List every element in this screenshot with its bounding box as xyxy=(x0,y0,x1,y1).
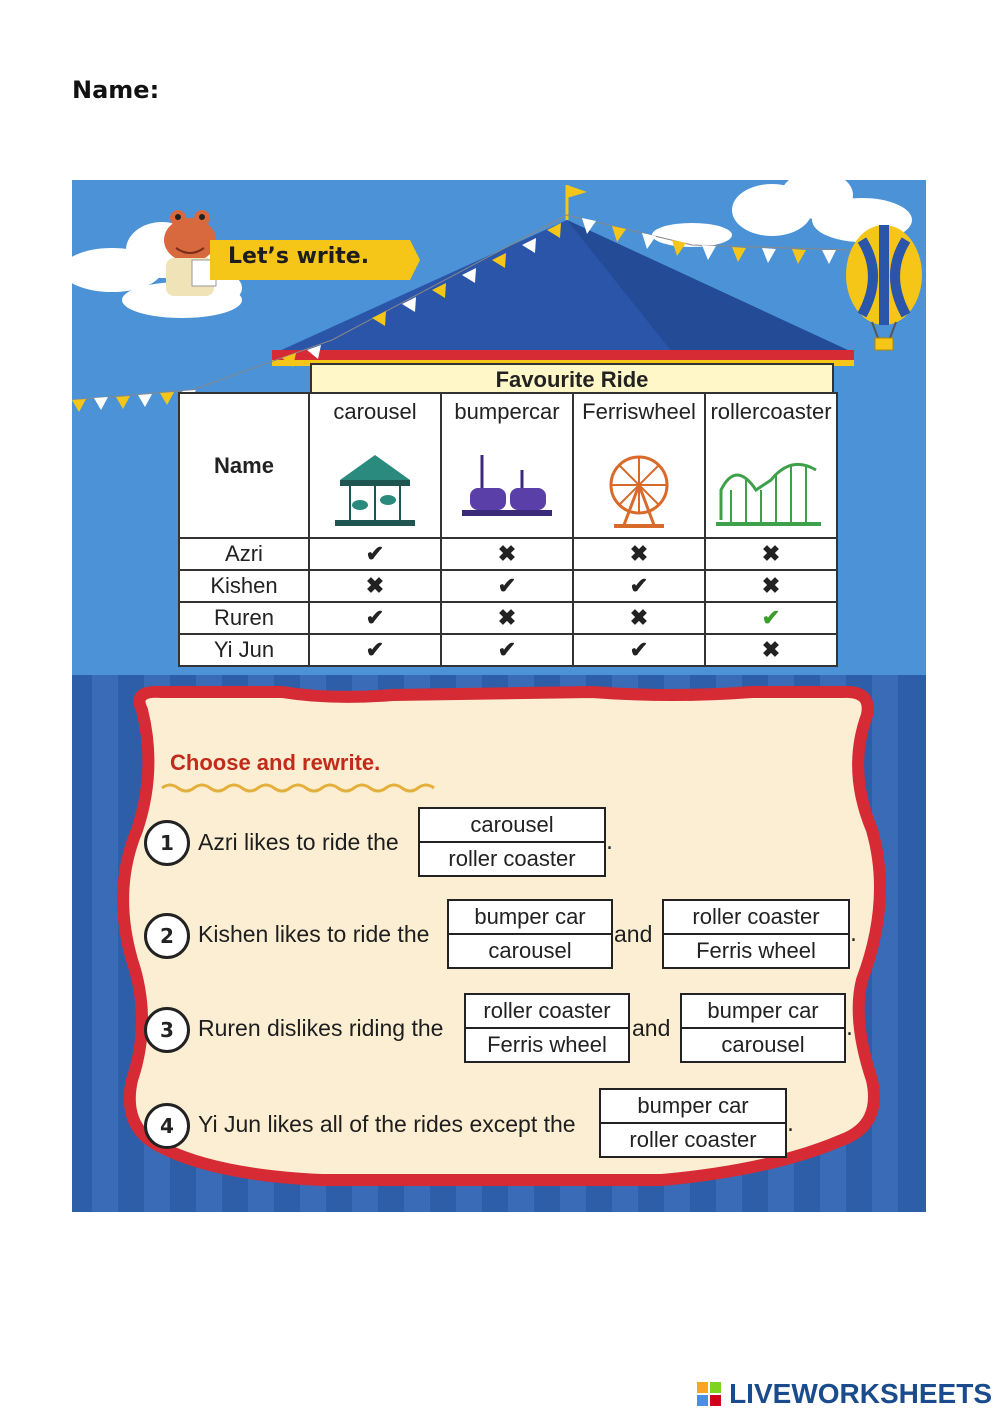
favourite-ride-title: Favourite Ride xyxy=(310,363,834,397)
sentence-end: . xyxy=(846,1016,853,1041)
cross-icon: ✖ xyxy=(705,538,837,570)
question-number-4: 4 xyxy=(144,1103,190,1149)
tick-icon: ✔ xyxy=(309,602,441,634)
table-row xyxy=(179,570,837,602)
tick-icon: ✔ xyxy=(573,634,705,666)
ride-header-ferris-wheel: Ferris wheel xyxy=(573,393,705,538)
cross-icon: ✖ xyxy=(705,634,837,666)
table-row xyxy=(179,538,837,570)
sentence-end: . xyxy=(606,830,613,855)
choice-option[interactable]: carousel xyxy=(682,1027,844,1061)
choice-box-3a[interactable] xyxy=(464,993,630,1063)
choice-option[interactable]: roller coaster xyxy=(601,1122,785,1156)
question-number-2: 2 xyxy=(144,913,190,959)
choice-option[interactable]: roller coaster xyxy=(692,904,820,929)
lets-write-label: Let’s write. xyxy=(228,244,370,269)
choice-box-2b[interactable] xyxy=(662,899,850,969)
bumper-car-icon xyxy=(462,450,552,520)
choice-option[interactable]: roller coaster xyxy=(420,841,604,875)
cross-icon: ✖ xyxy=(309,570,441,602)
favourite-ride-table xyxy=(178,392,838,667)
carousel-icon xyxy=(330,450,420,530)
tick-icon: ✔ xyxy=(309,538,441,570)
conjunction-and: and xyxy=(632,1015,671,1041)
ride-header-carousel: carousel xyxy=(309,393,441,538)
name-column-header: Name xyxy=(179,393,309,538)
table-row xyxy=(179,602,837,634)
tick-icon: ✔ xyxy=(441,570,573,602)
cross-icon: ✖ xyxy=(573,538,705,570)
name-label: Name: xyxy=(72,76,160,104)
tick-icon: ✔ xyxy=(309,634,441,666)
choice-option[interactable]: carousel xyxy=(449,933,611,967)
liveworksheets-logo-icon xyxy=(697,1382,721,1406)
table-row xyxy=(179,634,837,666)
ride-header-roller-coaster: roller coaster xyxy=(705,393,837,538)
row-name: Yi Jun xyxy=(179,634,309,666)
question-text-4: Yi Jun likes all of the rides except the xyxy=(198,1111,576,1137)
choice-option[interactable]: Ferris wheel xyxy=(466,1027,628,1061)
conjunction-and: and xyxy=(614,921,653,947)
choice-option[interactable]: bumper car xyxy=(474,904,586,929)
cross-icon: ✖ xyxy=(705,570,837,602)
liveworksheets-brand[interactable]: LIVEWORKSHEETS xyxy=(729,1378,992,1409)
sentence-end: . xyxy=(787,1112,794,1137)
choice-option[interactable]: bumper car xyxy=(637,1093,749,1118)
roller-coaster-icon xyxy=(716,450,826,530)
question-number-1: 1 xyxy=(144,820,190,866)
cross-icon: ✖ xyxy=(441,538,573,570)
cross-icon: ✖ xyxy=(441,602,573,634)
choice-box-1[interactable] xyxy=(418,807,606,877)
tick-icon: ✔ xyxy=(573,570,705,602)
tick-icon: ✔ xyxy=(705,602,837,634)
lets-write-banner xyxy=(150,238,420,282)
question-text-1: Azri likes to ride the xyxy=(198,829,399,855)
row-name: Kishen xyxy=(179,570,309,602)
ride-header-bumper-car: bumper car xyxy=(441,393,573,538)
tick-icon: ✔ xyxy=(441,634,573,666)
choice-box-2a[interactable] xyxy=(447,899,613,969)
choice-box-4[interactable] xyxy=(599,1088,787,1158)
row-name: Azri xyxy=(179,538,309,570)
sentence-end: . xyxy=(850,922,857,947)
exercise-title: Choose and rewrite. xyxy=(170,750,381,775)
question-text-3: Ruren dislikes riding the xyxy=(198,1015,444,1041)
ferris-wheel-icon xyxy=(594,450,684,530)
question-number-3: 3 xyxy=(144,1007,190,1053)
question-text-2: Kishen likes to ride the xyxy=(198,921,430,947)
choice-option[interactable]: roller coaster xyxy=(483,998,611,1023)
choice-box-3b[interactable] xyxy=(680,993,846,1063)
choice-option[interactable]: carousel xyxy=(470,812,554,837)
row-name: Ruren xyxy=(179,602,309,634)
choice-option[interactable]: bumper car xyxy=(707,998,819,1023)
cross-icon: ✖ xyxy=(573,602,705,634)
choice-option[interactable]: Ferris wheel xyxy=(664,933,848,967)
